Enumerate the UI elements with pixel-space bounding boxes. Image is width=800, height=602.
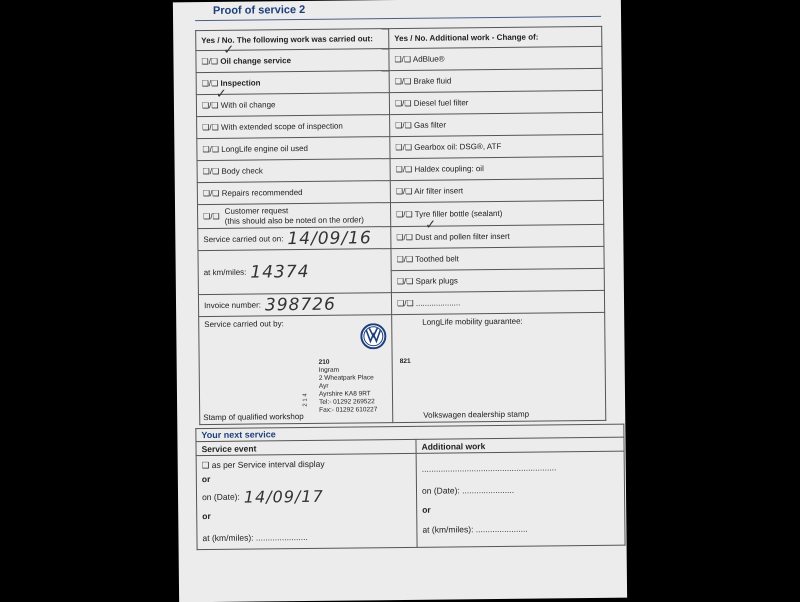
invoice-value: 398726: [264, 294, 336, 315]
right-item: ❑/❑ AdBlue®: [389, 46, 602, 70]
right-item: ❑/❑ Air filter insert: [390, 178, 603, 202]
right-item: ❑/❑ Toothed belt: [391, 246, 604, 270]
left-item: ❑/❑ Oil change service: [196, 49, 389, 73]
next-service-title: Your next service: [196, 424, 624, 441]
service-date-value: 14/09/16: [287, 227, 372, 249]
next-date-line: on (Date): 14/09/17: [202, 486, 324, 507]
right-item: ❑/❑ Brake fluid: [389, 68, 602, 92]
check-mark-icon: ✓: [223, 41, 235, 57]
left-item: ❑/❑ Inspection: [196, 71, 389, 95]
or-label: or: [422, 504, 431, 515]
additional-work-dots: .........................................................: [421, 462, 557, 474]
next-km-line: at (km/miles): ......................: [202, 531, 308, 543]
invoice-cell: Invoice number: 398726: [198, 293, 391, 317]
stamp-line: Fax:- 01292 610227: [319, 406, 378, 414]
right-item: ❑/❑ Haldex coupling: oil: [390, 156, 603, 180]
vw-logo-icon: [360, 323, 386, 349]
stamp-line: Ayr: [318, 382, 329, 390]
check-mark-icon: ✓: [425, 216, 437, 232]
right-item: ❑/❑ Dust and pollen filter insert: [391, 224, 604, 248]
additional-date-line: on (Date): ......................: [421, 484, 515, 496]
left-item: ❑/❑ With extended scope of inspection: [197, 115, 390, 139]
right-item: ❑/❑ Spark plugs: [391, 268, 604, 292]
right-item: ❑/❑ Gas filter: [390, 112, 603, 136]
stamp-line: Tel:- 01292 269522: [319, 398, 375, 406]
next-date-value: 14/09/17: [243, 486, 324, 507]
left-item: ❑/❑ LongLife engine oil used: [197, 137, 390, 161]
km-miles-cell: at km/miles: 14374: [198, 249, 391, 295]
stamp-code-left: 210: [318, 358, 330, 366]
right-item: ❑/❑ Tyre filler bottle (sealant): [390, 200, 603, 226]
dealer-stamp-cell: [392, 312, 606, 422]
left-column-header: Yes / No. The following work was carried out:: [196, 29, 389, 51]
stamp-label: Stamp of qualified workshop: [203, 412, 304, 423]
check-mark-icon: ✓: [215, 85, 227, 101]
longlife-label: LongLife mobility guarantee:: [422, 316, 523, 327]
or-label: or: [201, 473, 211, 485]
km-miles-value: 14374: [250, 261, 310, 283]
stamp-side-text: 2 1 4: [302, 393, 309, 407]
customer-request-cell: ❑/❑ Customer request (this should also be noted on the order): [197, 203, 390, 229]
stamp-line: Ayrshire KA8 9RT: [318, 390, 371, 398]
right-item: ❑/❑ Gearbox oil: DSG®, ATF: [390, 134, 603, 158]
left-item: ❑/❑ With oil change: [196, 93, 389, 117]
service-booklet-page: [173, 0, 627, 602]
right-item: ❑/❑ ....................: [391, 290, 604, 314]
right-column-header: Yes / No. Additional work - Change of:: [389, 26, 602, 48]
service-by-label: Service carried out by:: [204, 319, 284, 330]
stamp-line: Ingram: [318, 366, 340, 374]
next-service-table: [195, 424, 625, 550]
workshop-stamp: [319, 358, 420, 415]
section-title: Proof of service 2: [212, 3, 306, 17]
additional-work-header: Additional work: [416, 437, 624, 453]
additional-work-cell: [416, 451, 625, 547]
service-event-header: Service event: [196, 439, 416, 455]
left-item: ❑/❑ Body check: [197, 159, 390, 183]
or-label: or: [202, 510, 211, 521]
title-rule: [195, 16, 601, 21]
customer-request-note: (this should also be noted on the order): [224, 214, 364, 226]
customer-request-label: Customer request: [224, 205, 289, 216]
left-item: ❑/❑ Repairs recommended: [197, 181, 390, 205]
service-event-cell: [196, 453, 417, 549]
right-item: ❑/❑ Diesel fuel filter: [389, 90, 602, 114]
stamp-code-right: 821: [399, 357, 411, 366]
interval-option: ❑ as per Service interval display: [201, 458, 325, 471]
stamp-line: 2 Wheatpark Place: [318, 374, 374, 382]
additional-km-line: at (km/miles): ......................: [422, 523, 528, 535]
service-date-cell: Service carried out on: 14/09/16: [198, 227, 391, 251]
dealer-stamp-label: Volkswagen dealership stamp: [423, 409, 530, 420]
